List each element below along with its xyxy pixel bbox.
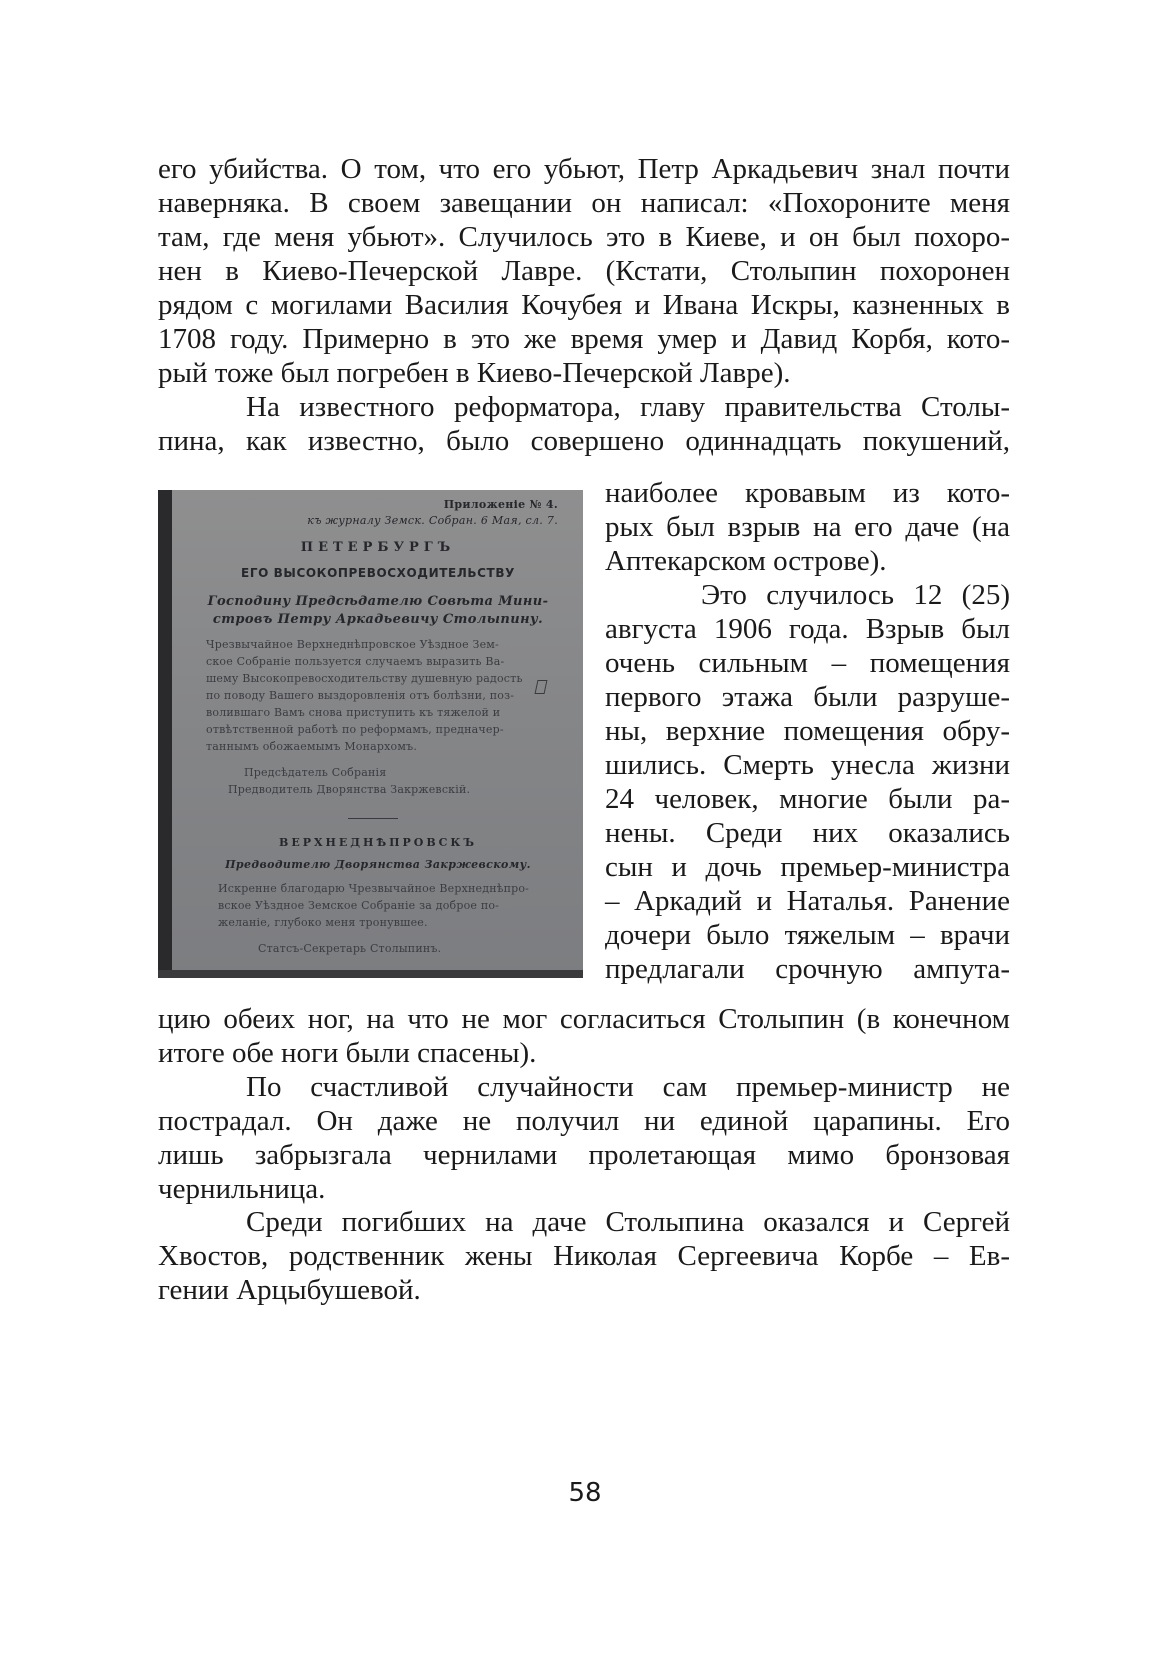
- doc-body-line: по поводу Вашего выздоровленія отъ болѣзни, поз-: [206, 689, 515, 702]
- text-line: – Аркадий и Наталья. Ранение: [605, 885, 1010, 917]
- text-line: сын и дочь премьер-министра: [605, 851, 1010, 883]
- text-line: По счастливой случайности сам премьер-министр не: [246, 1071, 1010, 1103]
- doc-city-heading: ПЕТЕРБУРГЪ: [300, 540, 456, 555]
- text-line: нен в Киево-Печерской Лавре. (Кстати, Столыпин похоронен: [158, 255, 1010, 287]
- text-line: Аптекарском острове).: [605, 545, 887, 577]
- doc-body-line: волившаго Вамъ снова приступить къ тяжелой и: [206, 706, 501, 719]
- doc-body-line: вское Уѣздное Земское Собраніе за доброе по-: [218, 899, 500, 912]
- doc-signature: Статсъ-Секретарь Столыпинъ.: [258, 942, 442, 955]
- doc-body-line: таннымъ обожаемымъ Монархомъ.: [206, 740, 418, 753]
- doc-body-line: Чрезвычайное Верхнеднѣпровское Уѣздное Зем-: [206, 638, 499, 651]
- text-line: его убийства. О том, что его убьют, Петр Аркадьевич знал почти: [158, 153, 1010, 185]
- doc-addressee: ЕГО ВЫСОКОПРЕВОСХОДИТЕЛЬСТВУ: [241, 566, 515, 580]
- text-line: На известного реформатора, главу правительства Столы-: [246, 391, 1010, 423]
- text-line: предлагали срочную ампута-: [605, 953, 1010, 985]
- photo-shadow-edge: [158, 490, 172, 978]
- doc-body-line: ское Собраніе пользуется случаемъ выразить Ва-: [206, 655, 505, 668]
- page-number: 58: [568, 1478, 602, 1508]
- text-line: августа 1906 года. Взрыв был: [605, 613, 1010, 645]
- text-line: 1708 году. Примерно в это же время умер и Давид Корбя, кото-: [158, 323, 1010, 355]
- text-line: Это случилось 12 (25): [701, 579, 1010, 611]
- doc-journal-ref: къ журналу Земск. Собран. 6 Мая, сл. 7.: [307, 514, 558, 527]
- doc-city-heading: ВЕРХНЕДНѢПРОВСКЪ: [279, 836, 477, 849]
- text-line: лишь забрызгала чернилами пролетающая мимо бронзовая: [158, 1139, 1010, 1171]
- doc-body-line: отвѣтственной работѣ по реформамъ, предначер-: [206, 723, 504, 736]
- text-line: цию обеих ног, на что не мог согласиться Столыпин (в конечном: [158, 1003, 1010, 1035]
- doc-body-line: желаніе, глубоко меня тронувшее.: [218, 916, 428, 929]
- text-line: ны, верхние помещения обру-: [605, 715, 1010, 747]
- archival-document-photo: [158, 490, 583, 978]
- paragraph-bottom: [158, 1002, 1010, 1070]
- doc-signature: Предводитель Дворянства Закржевскій.: [228, 783, 471, 796]
- text-line: шились. Смерть унесла жизни: [605, 749, 1010, 781]
- paragraph-4: [158, 1205, 1010, 1307]
- text-line: дочери было тяжелым – врачи: [605, 919, 1010, 951]
- paragraph-3: [158, 1070, 1010, 1206]
- text-line: наверняка. В своем завещании он написал: «Похороните меня: [158, 187, 1010, 219]
- text-line: рых был взрыв на его даче (на: [605, 511, 1010, 543]
- doc-reply-addressee: Предводителю Дворянства Закржевскому.: [225, 858, 531, 871]
- doc-addressee-name: Господину Предсѣдателю Совѣта Мини-: [207, 594, 549, 609]
- doc-addressee-name: стровъ Петру Аркадьевичу Столыпину.: [212, 612, 544, 627]
- text-line: рядом с могилами Василия Кочубея и Ивана Искры, казненных в: [158, 289, 1010, 321]
- text-line: наиболее кровавым из кото-: [605, 477, 1010, 509]
- paragraph-top: [158, 152, 1010, 458]
- text-line: нены. Среди них оказались: [605, 817, 1010, 849]
- text-line: чернильница.: [158, 1173, 326, 1205]
- doc-body-line: шему Высокопревосходительству душевную радость: [206, 672, 523, 685]
- doc-appendix: Приложеніе № 4.: [443, 498, 558, 511]
- paragraph-side: [605, 476, 1010, 986]
- text-line: гении Арцыбушевой.: [158, 1274, 421, 1306]
- text-line: рый тоже был погребен в Киево-Печерской Лавре).: [158, 357, 791, 389]
- text-line: пина, как известно, было совершено одиннадцать покушений,: [158, 425, 1010, 457]
- text-line: первого этажа были разруше-: [605, 681, 1010, 713]
- text-line: 24 человек, многие были ра-: [605, 783, 1010, 815]
- doc-divider: [348, 818, 398, 819]
- text-line: там, где меня убьют». Случилось это в Киеве, и он был похоро-: [158, 221, 1010, 253]
- text-line: итоге обе ноги были спасены).: [158, 1037, 537, 1069]
- text-line: пострадал. Он даже не получил ни единой царапины. Его: [158, 1105, 1010, 1137]
- text-line: очень сильным – помещения: [605, 647, 1010, 679]
- doc-signature: Предсѣдатель Собранія: [244, 766, 387, 779]
- doc-body-line: Искренне благодарю Чрезвычайное Верхнеднѣпро-: [218, 882, 530, 895]
- text-line: Хвостов, родственник жены Николая Сергеевича Корбе – Ев-: [158, 1240, 1010, 1272]
- photo-shadow-edge: [158, 970, 583, 978]
- text-line: Среди погибших на даче Столыпина оказался и Сергей: [246, 1206, 1010, 1238]
